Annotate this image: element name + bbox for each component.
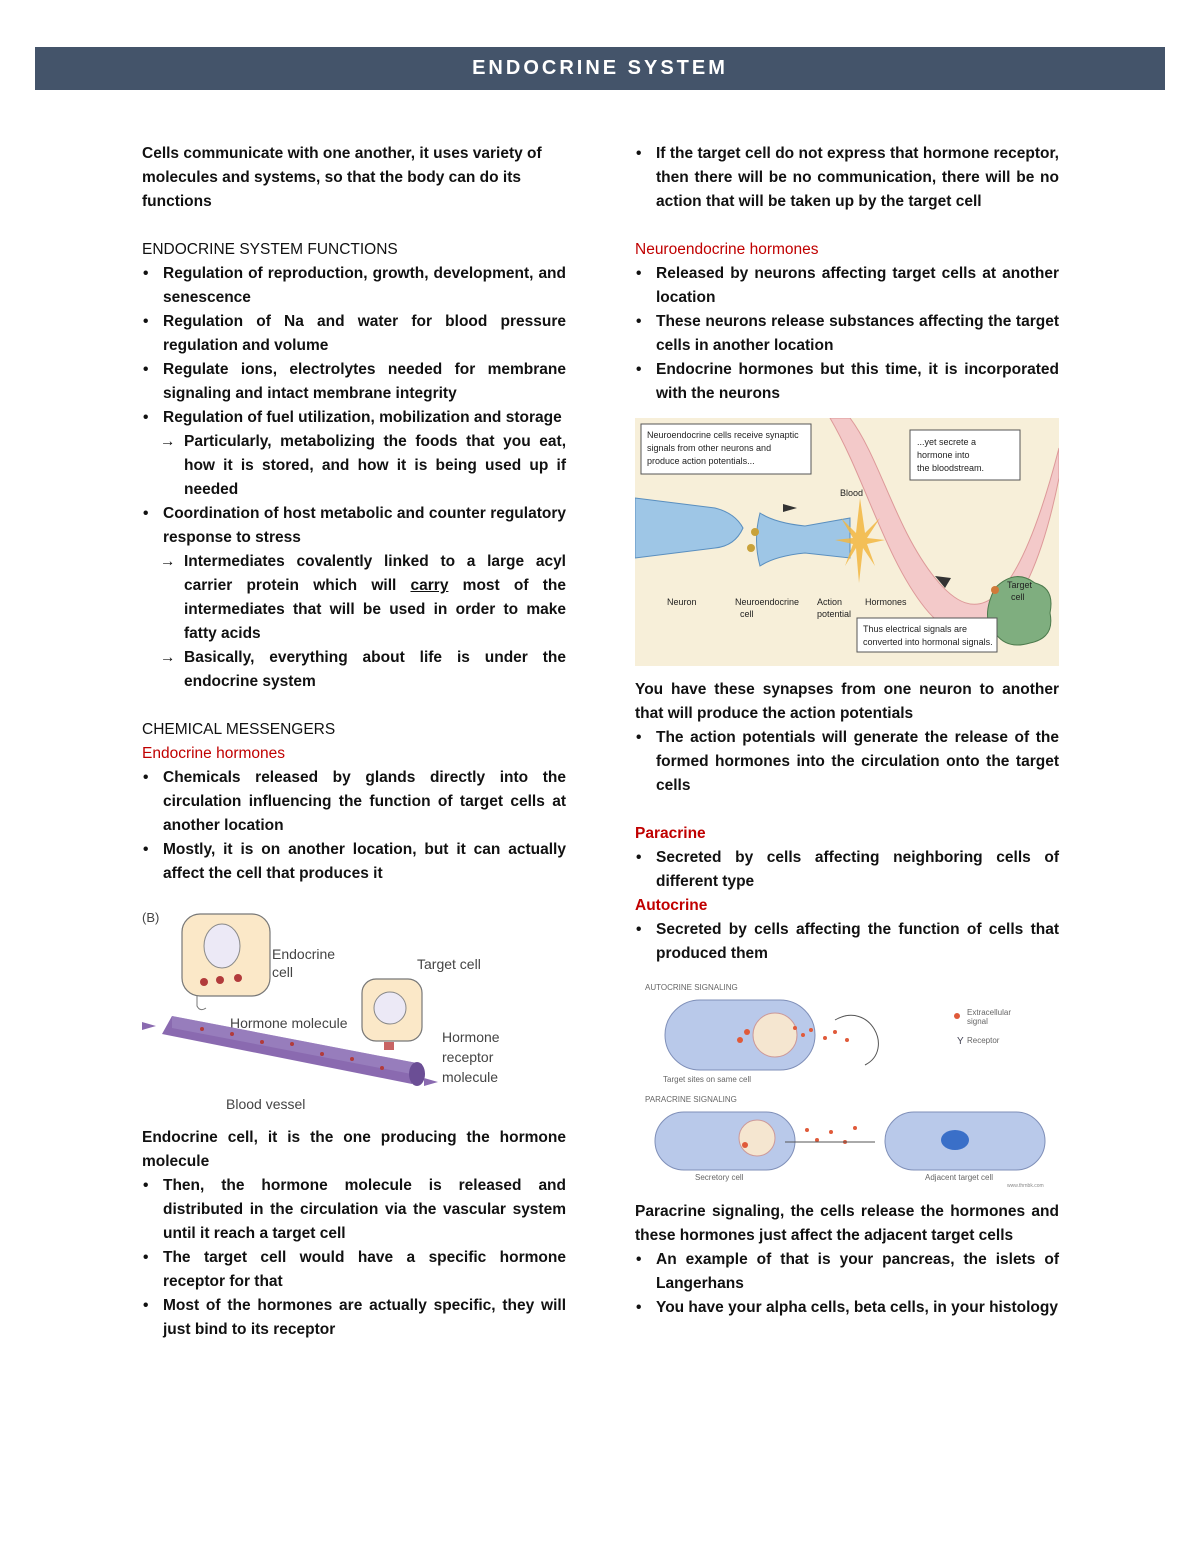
right-column [635,142,1059,1320]
list-item: • Chemicals released by glands directly into the circulation influencing the function of target cells at another location [142,766,566,838]
svg-text:hormone into: hormone into [917,450,970,460]
svg-text:Hormone: Hormone [442,1029,500,1045]
bullet-icon: • [636,145,642,162]
endocrine-figure [142,904,566,1122]
coord-sub-item: → Intermediates covalently linked to a large acyl carrier protein which will carry most of the intermediates that will be used in order to make fatty acids [142,550,566,646]
bullet-icon: • [636,729,642,746]
list-item: • These neurons release substances affecting the target cells in another location [635,310,1059,358]
list-item: • The target cell would have a specific hormone receptor for that [142,1246,566,1294]
endocrine-heading: Endocrine hormones [142,745,286,762]
bullet-icon: • [143,769,149,786]
svg-text:Target: Target [1007,580,1033,590]
arrow-icon: → [160,649,176,666]
svg-text:...yet secrete a: ...yet secrete a [917,437,977,447]
bullet-icon: • [636,849,642,866]
svg-text:produce action potentials...: produce action potentials... [647,456,755,466]
signaling-figure [635,980,1059,1196]
neuroendocrine-figure [635,418,1059,674]
list-item: • An example of that is your pancreas, the islets of Langerhans [635,1248,1059,1296]
svg-text:cell: cell [1011,592,1025,602]
bullet-icon: • [143,505,149,522]
paracrine-list [635,846,1059,894]
paracrine-examples-list [635,1248,1059,1320]
synapse-paragraph: You have these synapses from one neuron to another that will produce the action potentials [635,681,1059,722]
list-item: • Regulation of fuel utilization, mobilization and storage [142,406,566,430]
svg-text:Blood vessel: Blood vessel [226,1096,306,1112]
list-item: • You have your alpha cells, beta cells, in your histology [635,1296,1059,1320]
svg-text:Extracellular: Extracellular [967,1008,1012,1017]
list-item: • Most of the hormones are actually specific, they will just bind to its receptor [142,1294,566,1342]
svg-text:Hormones: Hormones [865,597,907,607]
svg-text:Adjacent target cell: Adjacent target cell [925,1173,994,1182]
functions-list [142,262,566,430]
svg-text:Hormone molecule: Hormone molecule [230,1015,348,1031]
svg-text:Neuron: Neuron [667,597,697,607]
svg-text:Thus electrical signals are: Thus electrical signals are [863,624,968,634]
title-banner [35,47,1165,90]
page-title: ENDOCRINE SYSTEM [472,57,728,79]
list-item: • Mostly, it is on another location, but it can actually affect the cell that produces it [142,838,566,886]
coordination-list [142,502,566,550]
fuel-sub-item: → Particularly, metabolizing the foods that you eat, how it is stored, and how it is being used up if needed [142,430,566,502]
svg-text:(B): (B) [142,910,160,925]
signaling-diagram [635,980,1059,1188]
bullet-icon: • [636,361,642,378]
chem-heading: CHEMICAL MESSENGERS [142,721,336,738]
neuro-list [635,262,1059,406]
list-item: • Regulation of Na and water for blood pressure regulation and volume [142,310,566,358]
bullet-icon: • [636,313,642,330]
svg-text:www.thrnbk.com: www.thrnbk.com [1007,1183,1044,1188]
bullet-icon: • [143,361,149,378]
svg-text:cell: cell [740,609,754,619]
bullet-icon: • [143,841,149,858]
endocrine-cell-paragraph: Endocrine cell, it is the one producing the hormone molecule [142,1129,566,1170]
list-item: • Released by neurons affecting target cells at another location [635,262,1059,310]
bullet-icon: • [143,265,149,282]
bullet-icon: • [636,265,642,282]
bullet-icon: • [636,921,642,938]
bullet-icon: • [143,1249,149,1266]
synapse-list [635,726,1059,798]
bullet-icon: • [636,1251,642,1268]
svg-text:Target cell: Target cell [417,956,481,972]
functions-heading: ENDOCRINE SYSTEM FUNCTIONS [142,241,398,258]
list-item: • Secreted by cells affecting the function of cells that produced them [635,918,1059,966]
list-item: • If the target cell do not express that hormone receptor, then there will be no communication, there will be no action that will be taken up by the target cell [635,142,1059,214]
endocrine-list [142,766,566,886]
bullet-icon: • [143,1177,149,1194]
list-item: • Secreted by cells affecting neighboring cells of different type [635,846,1059,894]
list-item: • Endocrine hormones but this time, it is incorporated with the neurons [635,358,1059,406]
bullet-icon: • [636,1299,642,1316]
svg-text:receptor: receptor [442,1049,494,1065]
svg-text:signals from other neurons and: signals from other neurons and [647,443,772,453]
svg-text:signal: signal [967,1017,988,1026]
list-item: • Regulation of reproduction, growth, development, and senescence [142,262,566,310]
autocrine-heading: Autocrine [635,897,708,914]
svg-text:the bloodstream.: the bloodstream. [917,463,985,473]
svg-text:Y: Y [957,1036,964,1047]
autocrine-list [635,918,1059,966]
arrow-icon: → [160,433,176,450]
after-figure-list [142,1174,566,1342]
coord-sub-item: → Basically, everything about life is under the endocrine system [142,646,566,694]
svg-text:Neuroendocrine: Neuroendocrine [735,597,800,607]
intro-paragraph: Cells communicate with one another, it uses variety of molecules and systems, so that the body can do its functions [142,145,542,210]
bullet-icon: • [143,409,149,426]
bullet-icon: • [143,313,149,330]
bullet-icon: • [143,1297,149,1314]
svg-text:Secretory cell: Secretory cell [695,1173,744,1182]
left-column [142,142,566,1342]
svg-text:Endocrine: Endocrine [272,946,336,962]
svg-text:molecule: molecule [442,1069,499,1085]
list-item: • Regulate ions, electrolytes needed for membrane signaling and intact membrane integrity [142,358,566,406]
arrow-icon: → [160,553,176,570]
svg-text:cell: cell [272,964,294,980]
svg-text:AUTOCRINE SIGNALING: AUTOCRINE SIGNALING [645,983,738,992]
svg-text:converted into hormonal signal: converted into hormonal signals. [863,637,993,647]
top-list [635,142,1059,214]
svg-text:Receptor: Receptor [967,1036,1000,1045]
neuroendocrine-diagram [635,418,1059,666]
svg-text:Target sites on same cell: Target sites on same cell [663,1075,752,1084]
svg-text:Action: Action [817,597,843,607]
list-item: • Then, the hormone molecule is released and distributed in the circulation via the vascular system until it reach a target cell [142,1174,566,1246]
endocrine-diagram [142,904,566,1114]
svg-text:Neuroendocrine cells receive s: Neuroendocrine cells receive synaptic [647,430,799,440]
svg-text:PARACRINE SIGNALING: PARACRINE SIGNALING [645,1095,737,1104]
paracrine-signaling-paragraph: Paracrine signaling, the cells release the hormones and these hormones just affect the adjacent target cells [635,1203,1059,1244]
paracrine-heading: Paracrine [635,825,706,842]
list-item: • Coordination of host metabolic and counter regulatory response to stress [142,502,566,550]
svg-text:potential: potential [817,609,852,619]
neuro-heading: Neuroendocrine hormones [635,241,819,258]
svg-text:Blood: Blood [840,488,864,498]
carry-word: carry [410,577,449,594]
list-item: • The action potentials will generate the release of the formed hormones into the circulation onto the target cells [635,726,1059,798]
